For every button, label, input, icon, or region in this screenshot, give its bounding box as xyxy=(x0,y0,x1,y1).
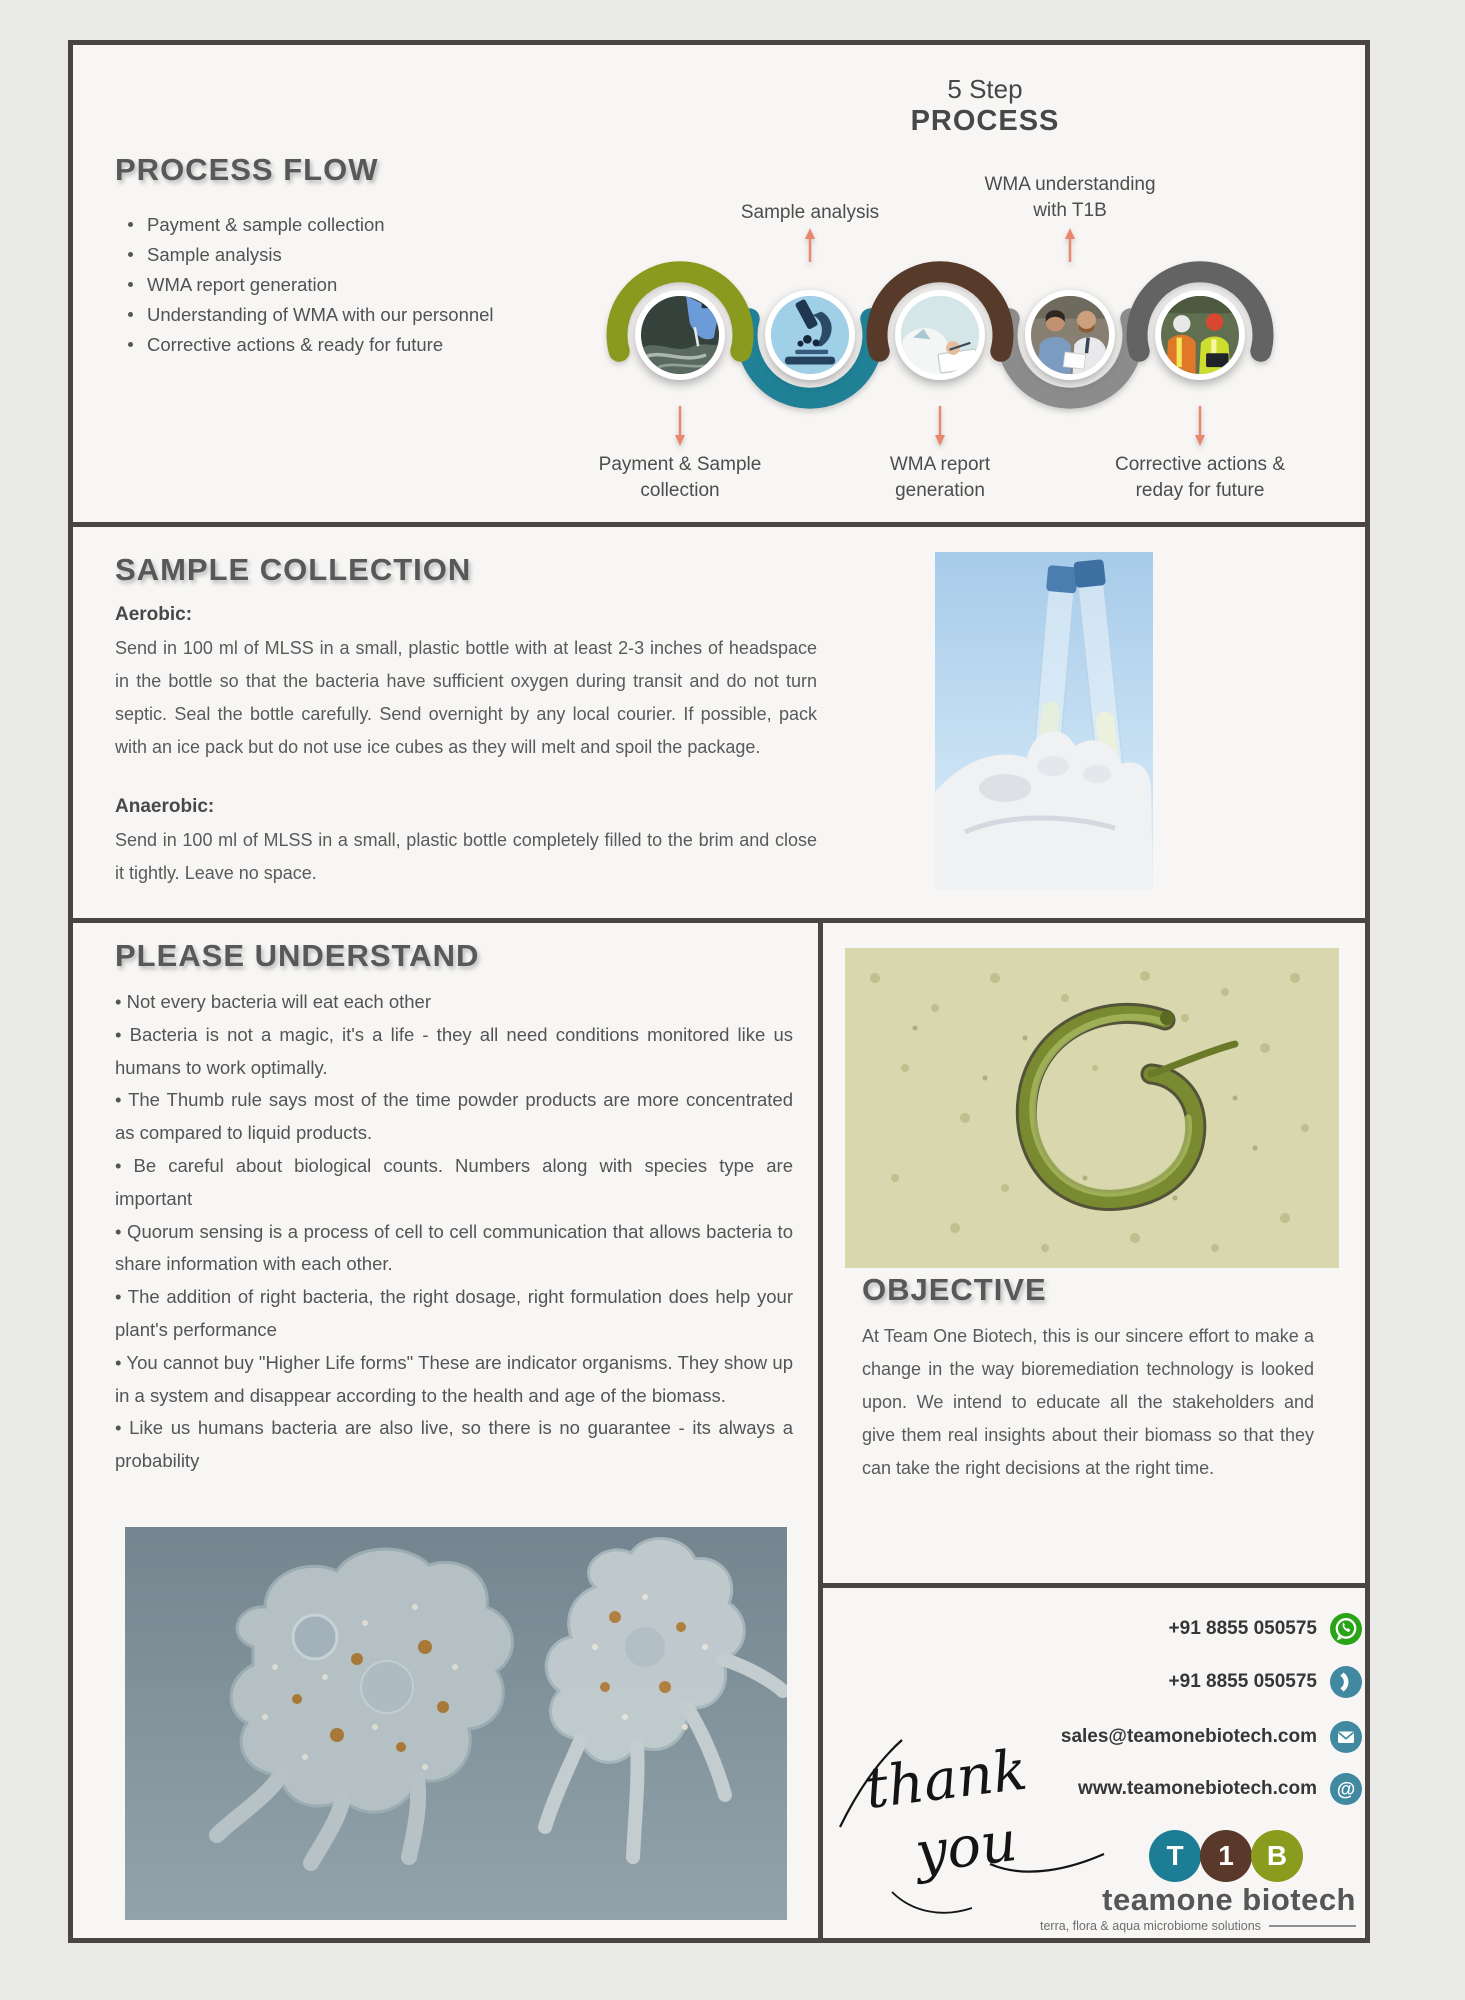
field-workers-photo-icon xyxy=(1161,296,1239,374)
list-item xyxy=(128,270,558,300)
process-flow-list xyxy=(128,210,558,360)
list-item: • Be careful about biological counts. Numbers along with species type are important xyxy=(115,1154,793,1209)
bullet-dot-icon xyxy=(128,252,133,257)
whatsapp-icon xyxy=(1330,1613,1362,1645)
step-photo-water-sampling xyxy=(635,290,725,380)
process-flow-title: PROCESS FLOW xyxy=(115,152,379,187)
test-tubes-photo-icon xyxy=(935,552,1153,890)
list-item: • Not every bacteria will eat each other xyxy=(115,991,431,1012)
report-writing-photo-icon xyxy=(901,296,979,374)
list-item-label: Understanding of WMA with our personnel xyxy=(147,304,494,325)
test-tubes-photo xyxy=(935,552,1153,890)
anaerobic-text: Send in 100 ml of MLSS in a small, plastic bottle completely filled to the brim and close it tightly. Leave no space. xyxy=(115,830,817,883)
website-url: www.teamonebiotech.com xyxy=(1078,1778,1317,1799)
list-item-label: WMA report generation xyxy=(147,274,338,295)
list-item-label: Payment & sample collection xyxy=(147,214,385,235)
bullet-dot-icon xyxy=(128,222,133,227)
list-item-label: Corrective actions & ready for future xyxy=(147,334,444,355)
list-item xyxy=(128,330,558,360)
amoeba-micrograph-icon xyxy=(125,1527,787,1920)
tagline-rule xyxy=(1269,1925,1356,1927)
aerobic-text: Send in 100 ml of MLSS in a small, plastic bottle with at least 2-3 inches of headspace in the bottle so that the bacteria have sufficient oxygen during transit and do not turn septic. Seal the bottle carefully. Send overnight by any local courier. If possible, pack with an ice pack but do not use ice cubes as they will melt and spoil the package. xyxy=(115,638,817,757)
email-address: sales@teamonebiotech.com xyxy=(1060,1726,1317,1747)
water-sampling-photo-icon xyxy=(641,296,719,374)
step-label-wma-report: WMA report generation xyxy=(889,454,991,501)
logo-circle-t: T xyxy=(1149,1830,1201,1882)
phone-number: +91 8855 050575 xyxy=(1168,1671,1317,1692)
logo-tagline-row xyxy=(1040,1919,1356,1933)
list-item xyxy=(128,210,558,240)
step-photo-field-workers xyxy=(1155,290,1245,380)
please-understand-list xyxy=(115,986,793,1478)
step-photo-team-discussion xyxy=(1025,290,1115,380)
list-item: • You cannot buy "Higher Life forms" These are indicator organisms. They show up in a system and disappear according to the health and age of the biomass. xyxy=(115,1351,793,1406)
logo-company-name: teamone biotech xyxy=(1102,1882,1356,1917)
logo-circle-b: B xyxy=(1251,1830,1303,1882)
down-arrow-icon xyxy=(675,406,1205,446)
aerobic-label: Aerobic: xyxy=(115,604,193,625)
logo-circle-1: 1 xyxy=(1200,1830,1252,1882)
up-arrow-icon xyxy=(805,228,1075,262)
list-item: • The addition of right bacteria, the right dosage, right formulation does help your plant's performance xyxy=(115,1286,793,1340)
five-step-line1: 5 Step xyxy=(947,74,1023,104)
contact-row-whatsapp xyxy=(890,1612,1362,1646)
t1b-logo xyxy=(1150,1830,1303,1882)
at-icon xyxy=(1330,1773,1362,1805)
step-photo-microscope xyxy=(765,290,855,380)
list-item: • Like us humans bacteria are also live, so there is no guarantee - its always a probability xyxy=(115,1417,793,1472)
amoeba-micrograph-photo xyxy=(125,1527,787,1920)
phone-icon xyxy=(1330,1666,1362,1698)
step-label-wma-understanding: WMA understanding with T1B xyxy=(984,174,1156,221)
step-photo-report-writing xyxy=(895,290,985,380)
objective-title: OBJECTIVE xyxy=(862,1272,1047,1307)
nematode-micrograph-icon xyxy=(845,948,1339,1268)
list-item: • Bacteria is not a magic, it's a life - they all need conditions monitored like us humans to work optimally. xyxy=(115,1023,793,1078)
thank-you-word1: thank xyxy=(861,1737,1031,1822)
list-item: • Quorum sensing is a process of cell to cell communication that allows bacteria to share information with each other. xyxy=(115,1220,793,1275)
five-step-process-title xyxy=(835,74,1135,138)
list-item xyxy=(128,300,558,330)
divider-right-column xyxy=(818,1583,1370,1588)
email-icon xyxy=(1330,1721,1362,1753)
team-discussion-photo-icon xyxy=(1031,296,1109,374)
thank-you-word2: you xyxy=(911,1809,1021,1886)
nematode-micrograph-photo xyxy=(845,948,1339,1268)
divider-vertical xyxy=(818,918,823,1938)
list-item: • The Thumb rule says most of the time powder products are more concentrated as compared to liquid products. xyxy=(115,1089,793,1144)
whatsapp-number: +91 8855 050575 xyxy=(1168,1618,1317,1639)
contact-row-phone xyxy=(890,1665,1362,1699)
sample-collection-title: SAMPLE COLLECTION xyxy=(115,552,472,587)
step-label-corrective-actions: Corrective actions & reday for future xyxy=(1114,454,1285,501)
five-step-line2: PROCESS xyxy=(910,105,1060,137)
list-item-label: Sample analysis xyxy=(147,244,282,265)
list-item xyxy=(128,240,558,270)
svg-text:@: @ xyxy=(1336,1779,1356,1801)
step-label-sample-analysis: Sample analysis xyxy=(740,202,880,223)
please-understand-title: PLEASE UNDERSTAND xyxy=(115,938,480,973)
divider-middle xyxy=(68,918,1370,923)
anaerobic-label: Anaerobic: xyxy=(115,796,215,817)
bullet-dot-icon xyxy=(128,312,133,317)
microscope-photo-icon xyxy=(771,296,849,374)
step-label-payment-collection: Payment & Sample collection xyxy=(598,454,762,501)
objective-text: At Team One Biotech, this is our sincere effort to make a change in the way bioremediation technology is looked upon. We intend to educate all the stakeholders and give them real insights about their biomass so that they can take the right decisions at the right time. xyxy=(862,1326,1314,1478)
bullet-dot-icon xyxy=(128,342,133,347)
bullet-dot-icon xyxy=(128,282,133,287)
logo-tagline: terra, flora & aqua microbiome solutions xyxy=(1040,1919,1261,1933)
divider-top xyxy=(68,522,1370,527)
